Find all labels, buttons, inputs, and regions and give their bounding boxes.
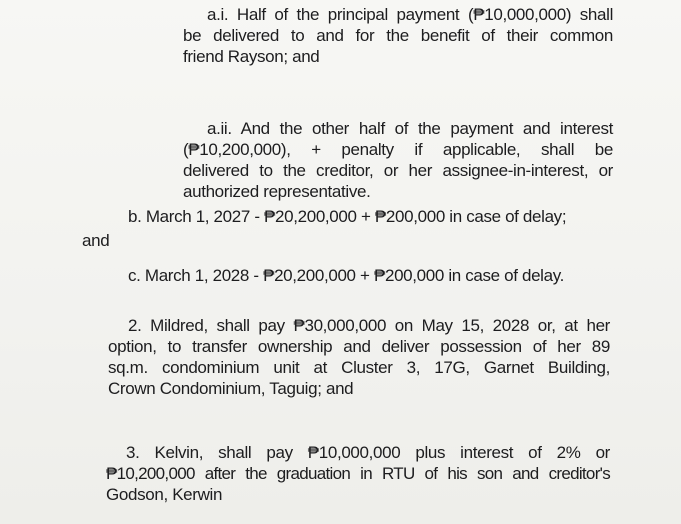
clause-a-ii-line-2: (₱10,200,000), + penalty if applicable, shall be <box>183 140 613 159</box>
clause-c: c. March 1, 2028 - ₱20,200,000 + ₱200,000 in case of delay. <box>128 266 564 285</box>
clause-3 <box>106 442 610 505</box>
connector-and: and <box>82 231 110 250</box>
clause-2-line-2: option, to transfer ownership and deliver possession of her 89 <box>108 337 610 356</box>
clause-a-ii-line-1: a.ii. And the other half of the payment and interest <box>207 119 613 138</box>
clause-2-line-4: Crown Condominium, Taguig; and <box>108 379 354 398</box>
clause-3-line-2: ₱10,200,000 after the graduation in RTU of his son and creditor's <box>106 464 610 483</box>
clause-a-i-line-3: friend Rayson; and <box>183 47 320 66</box>
clause-2-line-3: sq.m. condominium unit at Cluster 3, 17G, Garnet Building, <box>108 358 610 377</box>
clause-3-line-1: 3. Kelvin, shall pay ₱10,000,000 plus interest of 2% or <box>126 443 610 462</box>
clause-a-i <box>183 4 613 67</box>
clause-a-i-line-2: be delivered to and for the benefit of their common <box>183 26 613 45</box>
clause-a-ii-line-3: delivered to the creditor, or her assignee-in-interest, or <box>183 161 613 180</box>
clause-3-line-3: Godson, Kerwin <box>106 485 223 504</box>
clause-b: b. March 1, 2027 - ₱20,200,000 + ₱200,000 in case of delay; <box>128 207 567 226</box>
clause-2-line-1: 2. Mildred, shall pay ₱30,000,000 on May 15, 2028 or, at her <box>128 316 610 335</box>
clause-2 <box>108 315 610 399</box>
clause-a-ii-line-4: authorized representative. <box>183 182 371 201</box>
clause-a-i-line-1: a.i. Half of the principal payment (₱10,000,000) shall <box>207 5 613 24</box>
clause-a-ii <box>183 118 613 202</box>
